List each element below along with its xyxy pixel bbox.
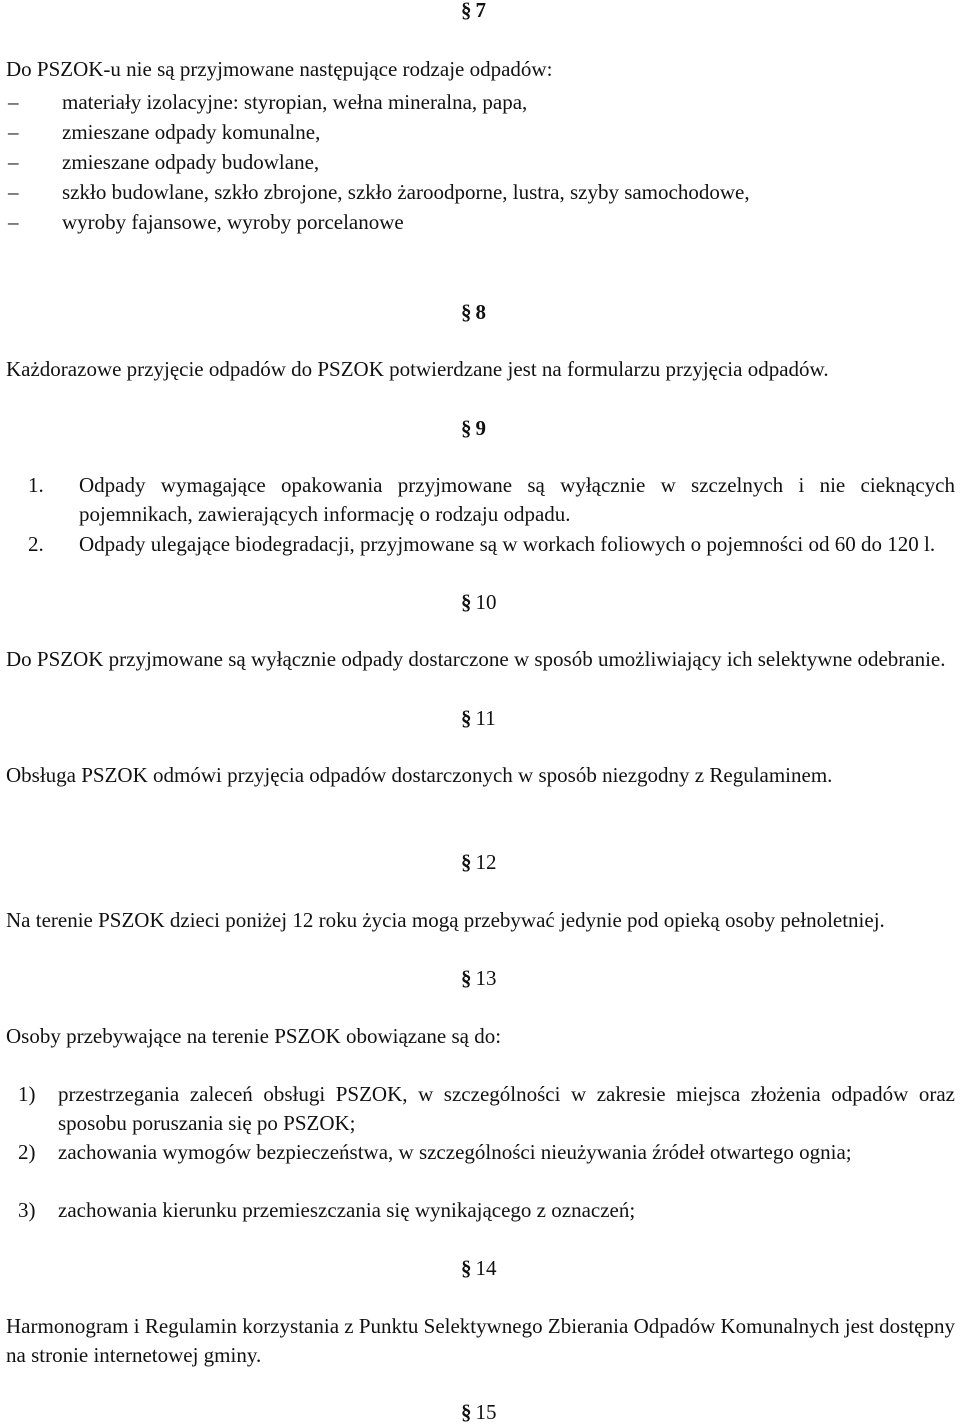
section-symbol: § [461,966,472,990]
list-dash: – [8,120,19,144]
paragraph-8: Każdorazowe przyjęcie odpadów do PSZOK potwierdzane jest na formularzu przyjęcia odpadów. [6,357,829,381]
section-number: 11 [475,706,496,730]
section-number: 12 [475,850,497,874]
list-number: 1) [18,1082,36,1106]
section-symbol: § [461,706,472,730]
list-item: zmieszane odpady komunalne, [62,120,321,144]
section-heading-10 [461,588,497,617]
section-symbol: § [461,1256,472,1280]
list-number: 1. [28,473,44,497]
section-heading-8 [461,298,486,327]
list-item: szkło budowlane, szkło zbrojone, szkło żaroodporne, lustra, szyby samochodowe, [62,180,750,204]
paragraph-13-intro: Osoby przebywające na terenie PSZOK obowiązane są do: [6,1024,502,1048]
section-number: 14 [475,1256,497,1280]
list-item: wyroby fajansowe, wyroby porcelanowe [62,210,404,234]
section-number: 7 [475,0,486,22]
section-heading-9 [461,414,486,443]
list-item: Odpady wymagające opakowania przyjmowane są wyłącznie w szczelnych i nie cieknących pojemnikach, zawierających informację o rodzaju odpadu. [79,473,955,526]
paragraph-14: Harmonogram i Regulamin korzystania z Punktu Selektywnego Zbierania Odpadów Komunalnych jest dostępny na stronie internetowej gminy. [6,1314,955,1367]
section-heading-14 [461,1254,497,1283]
list-number: 2) [18,1140,36,1164]
section-symbol: § [461,590,472,614]
list-item: przestrzegania zaleceń obsługi PSZOK, w szczególności w zakresie miejsca złożenia odpadów oraz sposobu poruszania się po PSZOK; [58,1082,955,1135]
list-dash: – [8,150,19,174]
section-heading-13 [461,964,497,993]
list-item: zachowania kierunku przemieszczania się wynikającego z oznaczeń; [58,1198,636,1222]
section-number: 10 [475,590,497,614]
list-item: materiały izolacyjne: styropian, wełna mineralna, papa, [62,90,528,114]
section-heading-12 [461,848,497,877]
list-dash: – [8,90,19,114]
list-dash: – [8,210,19,234]
list-number: 2. [28,532,44,556]
section-number: 13 [475,966,497,990]
paragraph-10: Do PSZOK przyjmowane są wyłącznie odpady dostarczone w sposób umożliwiający ich selektywne odebranie. [6,647,946,671]
section-symbol: § [461,1400,472,1424]
section-number: 9 [475,416,486,440]
section-heading-15 [461,1398,497,1427]
section-symbol: § [461,416,472,440]
list-item: zmieszane odpady budowlane, [62,150,320,174]
section-symbol: § [461,850,472,874]
list-number: 3) [18,1198,36,1222]
list-dash: – [8,180,19,204]
section-heading-11 [461,704,496,733]
paragraph-12: Na terenie PSZOK dzieci poniżej 12 roku życia mogą przebywać jedynie pod opieką osoby pełnoletniej. [6,908,885,932]
list-item: zachowania wymogów bezpieczeństwa, w szczególności nieużywania źródeł otwartego ognia; [58,1140,852,1164]
section-symbol: § [461,0,472,22]
list-item: Odpady ulegające biodegradacji, przyjmowane są w workach foliowych o pojemności od 60 do 120 l. [79,532,936,556]
section-number: 8 [475,300,486,324]
section-number: 15 [475,1400,497,1424]
section-heading-7 [461,0,486,25]
paragraph-11: Obsługa PSZOK odmówi przyjęcia odpadów dostarczonych w sposób niezgodny z Regulaminem. [6,763,833,787]
paragraph-7-intro: Do PSZOK-u nie są przyjmowane następujące rodzaje odpadów: [6,57,553,81]
section-symbol: § [461,300,472,324]
